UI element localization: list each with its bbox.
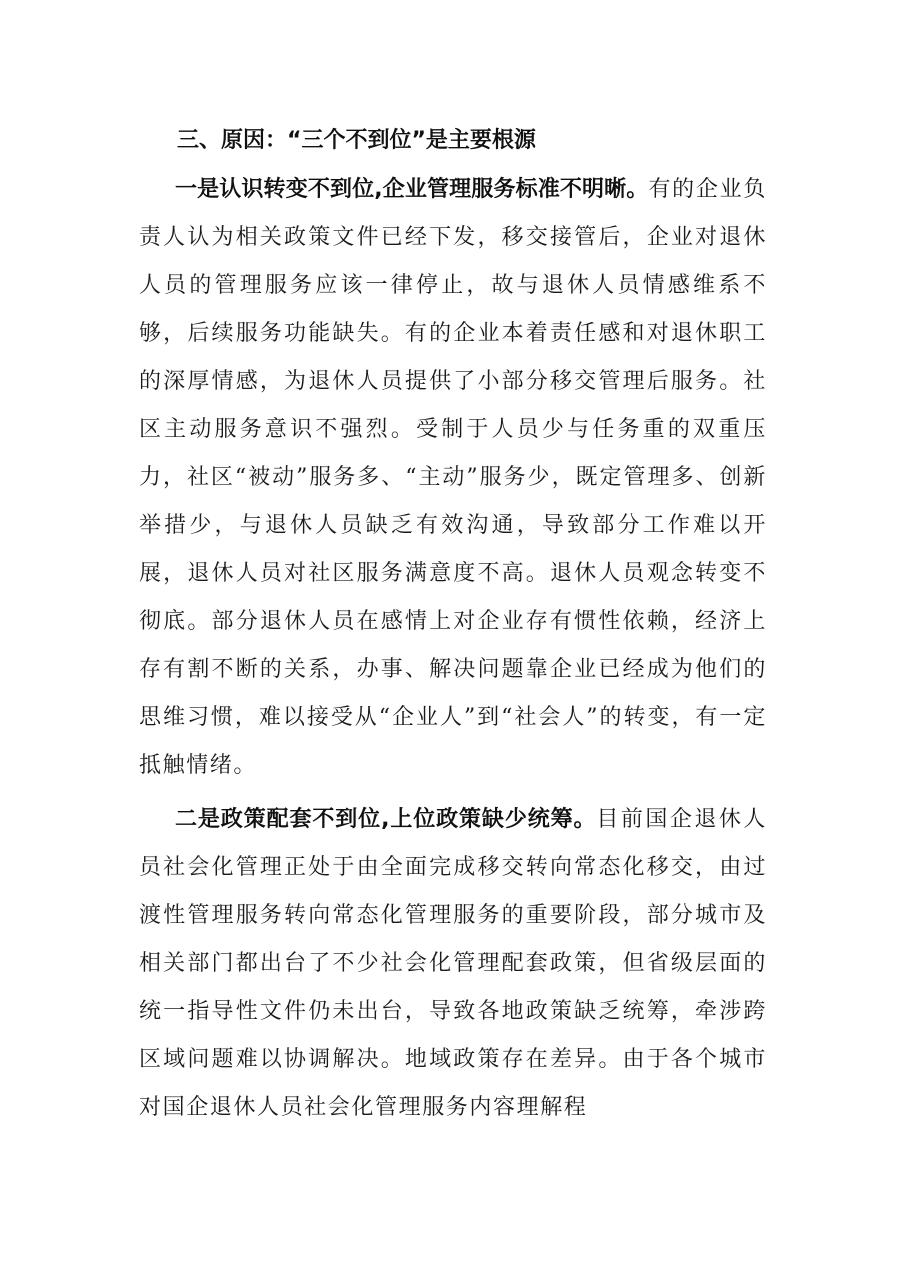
paragraph-lead: 一是认识转变不到位,企业管理服务标准不明晰。 bbox=[175, 177, 649, 202]
paragraph-policy bbox=[139, 796, 767, 1132]
paragraph-awareness bbox=[139, 166, 767, 790]
paragraph-lead: 二是政策配套不到位,上位政策缺少统筹。 bbox=[175, 807, 597, 832]
paragraph-body: 有的企业负责人认为相关政策文件已经下发，移交接管后，企业对退休人员的管理服务应该一律停止，故与退休人员情感维系不够，后续服务功能缺失。有的企业本着责任感和对退休职工的深厚情感，为退休人员提供了小部分移交管理后服务。社区主动服务意识不强烈。受制于人员少与任务重的双重压力，社区“被动”服务多、“主动”服务少，既定管理多、创新举措少，与退休人员缺乏有效沟通，导致部分工作难以开展，退休人员对社区服务满意度不高。退休人员观念转变不彻底。部分退休人员在感情上对企业存有惯性依赖，经济上存有割不断的关系，办事、解决问题靠企业已经成为他们的思维习惯，难以接受从“企业人”到“社会人”的转变，有一定抵触情绪。 bbox=[139, 177, 767, 778]
section-heading: 三、原因：“三个不到位”是主要根源 bbox=[177, 128, 536, 153]
document-body bbox=[139, 118, 767, 1132]
paragraph-body: 目前国企退休人员社会化管理正处于由全面完成移交转向常态化移交，由过渡性管理服务转向常态化管理服务的重要阶段，部分城市及相关部门都出台了不少社会化管理配套政策，但省级层面的统一指导性文件仍未出台，导致各地政策缺乏统筹，牵涉跨区域问题难以协调解决。地域政策存在差异。由于各个城市对国企退休人员社会化管理服务内容理解程 bbox=[139, 807, 768, 1120]
